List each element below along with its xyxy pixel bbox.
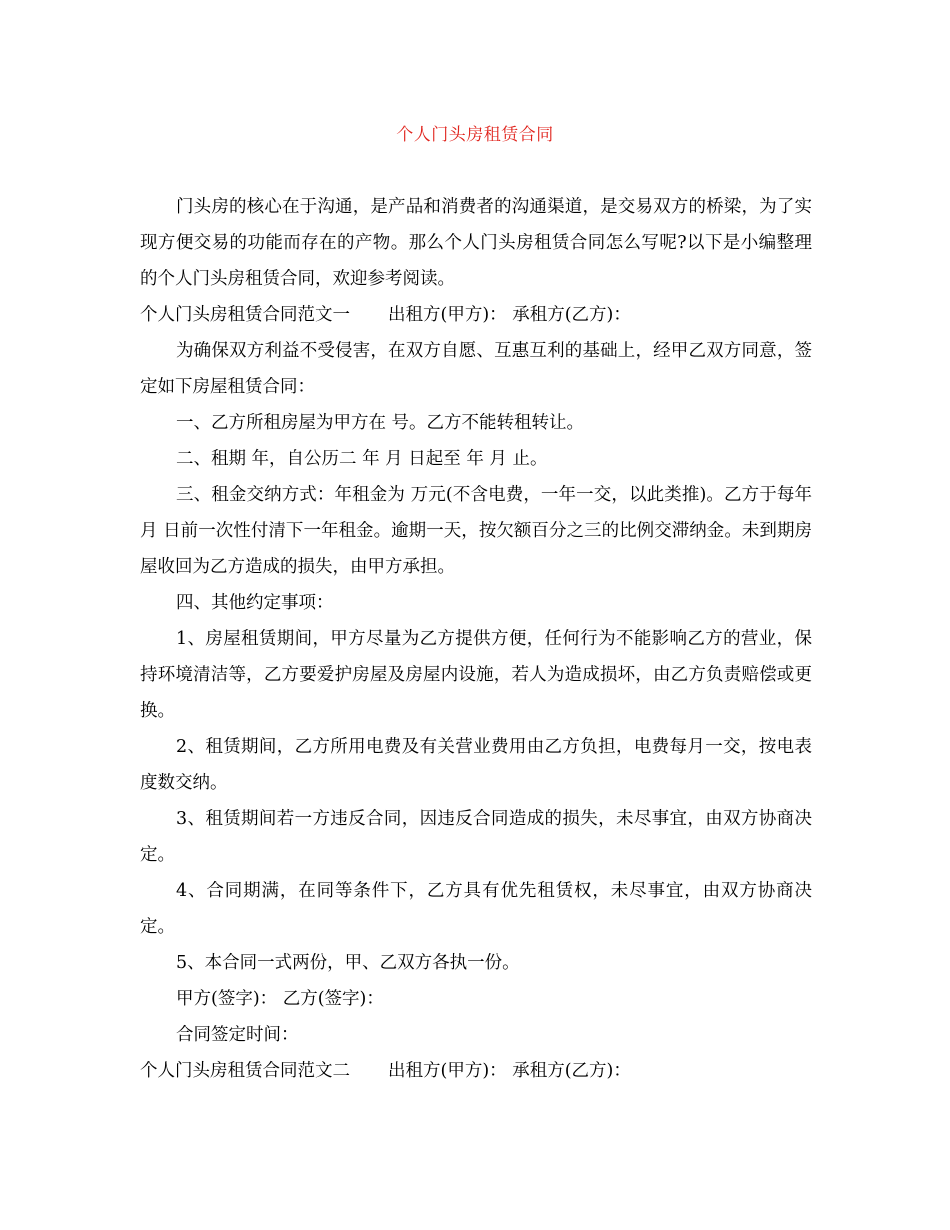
purpose-paragraph: 为确保双方利益不受侵害，在双方自愿、互惠互利的基础上，经甲乙双方同意，签定如下房屋租赁合同：: [140, 341, 812, 397]
sample1-parties: 出租方(甲方)： 承租方(乙方)：: [388, 305, 631, 325]
clause-2: 二、租期 年，自公历二 年 月 日起至 年 月 止。: [176, 449, 548, 469]
document-body: [140, 189, 812, 1089]
document-title: 个人门头房租赁合同: [396, 125, 554, 145]
sample1-heading: 个人门头房租赁合同范文一: [140, 305, 350, 325]
item-4: 4、合同期满，在同等条件下，乙方具有优先租赁权，未尽事宜，由双方协商决定。: [140, 881, 812, 937]
signature-line: 甲方(签字)： 乙方(签字)：: [176, 989, 384, 1009]
item-5: 5、本合同一式两份，甲、乙双方各执一份。: [176, 953, 520, 973]
sample1-header-line: [140, 297, 812, 333]
clause-3: 三、租金交纳方式：年租金为 万元(不含电费，一年一交，以此类推)。乙方于每年 月 日前一次性付清下一年租金。逾期一天，按欠额百分之三的比例交滞纳金。未到期房屋收回为乙方造成的损失，由甲方承担。: [140, 485, 812, 577]
clause-1: 一、乙方所租房屋为甲方在 号。乙方不能转租转让。: [176, 413, 585, 433]
intro-paragraph: 门头房的核心在于沟通，是产品和消费者的沟通渠道，是交易双方的桥梁，为了实现方便交易的功能而存在的产物。那么个人门头房租赁合同怎么写呢?以下是小编整理的个人门头房租赁合同，欢迎参考阅读。: [140, 197, 812, 289]
sample2-header-line: [140, 1053, 812, 1089]
clause-4: 四、其他约定事项：: [176, 593, 334, 613]
item-1: 1、房屋租赁期间，甲方尽量为乙方提供方便，任何行为不能影响乙方的营业，保持环境清洁等，乙方要爱护房屋及房屋内设施，若人为造成损坏，由乙方负责赔偿或更换。: [140, 629, 812, 721]
sample2-parties: 出租方(甲方)： 承租方(乙方)：: [388, 1061, 631, 1081]
sign-date-line: 合同签定时间：: [176, 1025, 299, 1045]
item-2: 2、租赁期间，乙方所用电费及有关营业费用由乙方负担，电费每月一交，按电表度数交纳。: [140, 737, 812, 793]
sample2-heading: 个人门头房租赁合同范文二: [140, 1061, 350, 1081]
item-3: 3、租赁期间若一方违反合同，因违反合同造成的损失，未尽事宜，由双方协商决定。: [140, 809, 812, 865]
